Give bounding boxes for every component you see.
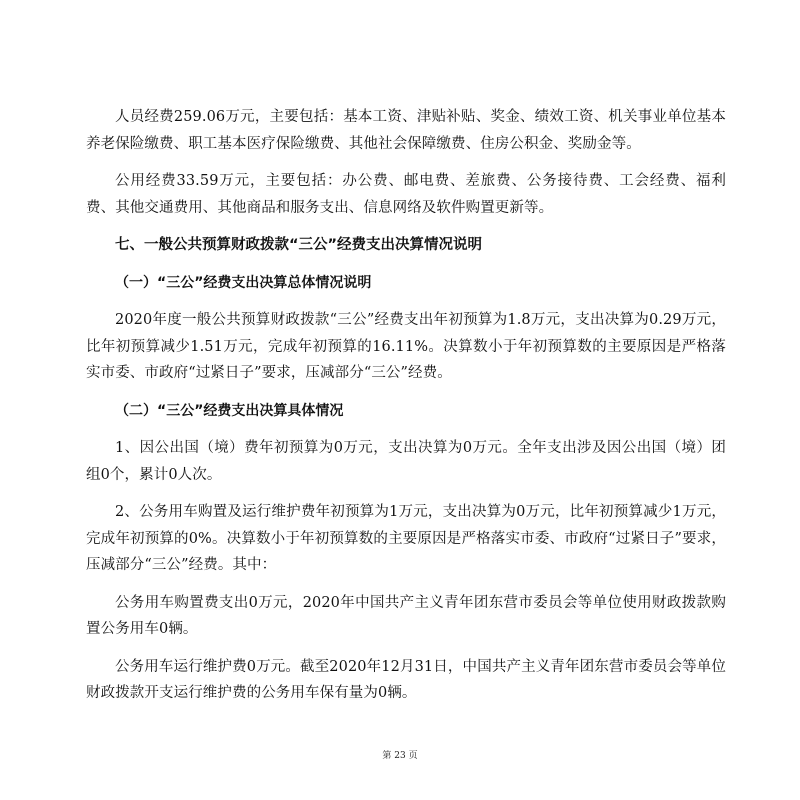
paragraph-vehicle-maintenance: 公务用车运行维护费0万元。截至2020年12月31日，中国共产主义青年团东营市委员会等单位财政拨款开支运行维护费的公务用车保有量为0辆。 [86, 658, 726, 701]
paragraph-vehicle-purchase: 公务用车购置费支出0万元，2020年中国共产主义青年团东营市委员会等单位使用财政拨款购置公务用车0辆。 [86, 594, 726, 637]
paragraph-public-expenses: 公用经费33.59万元，主要包括：办公费、邮电费、差旅费、公务接待费、工会经费、福利费、其他交通费用、其他商品和服务支出、信息网络及软件购置更新等。 [86, 173, 726, 216]
subheading-details: （二）“三公”经费支出决算具体情况 [115, 402, 344, 419]
paragraph-vehicle-costs: 2、公务用车购置及运行维护费年初预算为1万元，支出决算为0万元，比年初预算减少1万元，完成年初预算的0%。决算数小于年初预算数的主要原因是严格落实市委、市政府“过紧日子”要求，压减部分“三公”经费。其中： [86, 504, 726, 573]
page-number: 第 23 页 [382, 751, 418, 761]
section-heading-three-public: 七、一般公共预算财政拨款“三公”经费支出决算情况说明 [115, 237, 483, 253]
paragraph-overall: 2020年度一般公共预算财政拨款“三公”经费支出年初预算为1.8万元，支出决算为0.29万元，比年初预算减少1.51万元，完成年初预算的16.11%。决算数小于年初预算数的主要原因是严格落实市委、市政府“过紧日子”要求，压减部分“三公”经费。 [86, 312, 726, 381]
subheading-overall: （一）“三公”经费支出决算总体情况说明 [115, 274, 372, 291]
paragraph-overseas-travel: 1、因公出国（境）费年初预算为0万元，支出决算为0万元。全年支出涉及因公出国（境）团组0个，累计0人次。 [86, 440, 726, 483]
document-body [86, 104, 726, 718]
paragraph-personnel-expenses: 人员经费259.06万元，主要包括：基本工资、津贴补贴、奖金、绩效工资、机关事业单位基本养老保险缴费、职工基本医疗保险缴费、其他社会保障缴费、住房公积金、奖励金等。 [86, 109, 726, 152]
